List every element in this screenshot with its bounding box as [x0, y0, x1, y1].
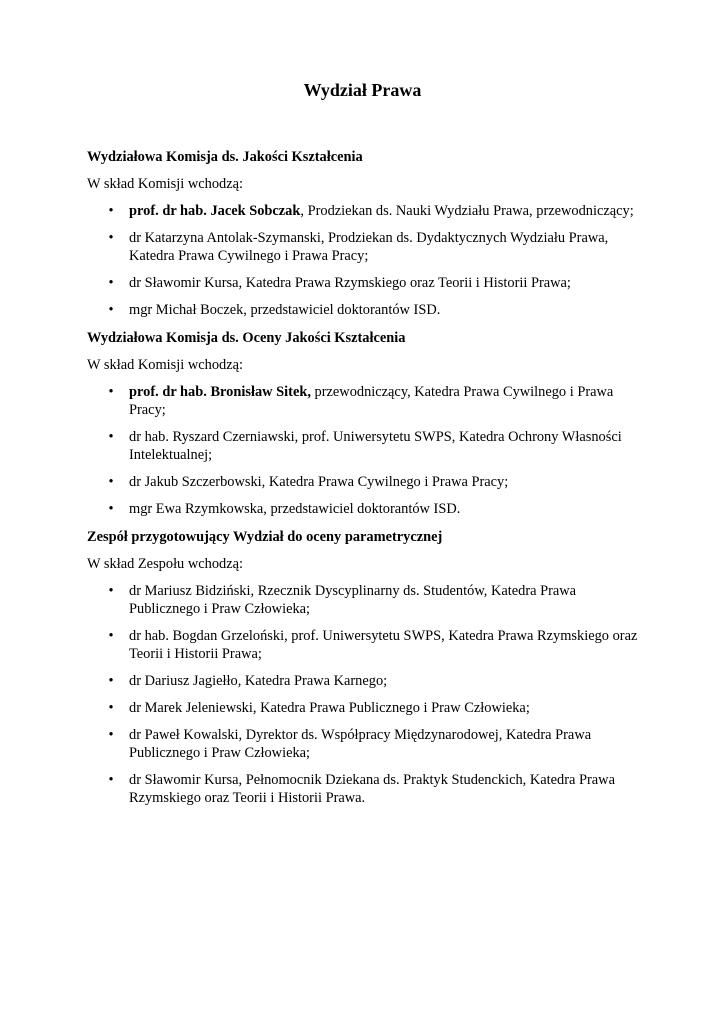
member-text: , Prodziekan ds. Nauki Wydziału Prawa, przewodniczący;	[300, 203, 634, 219]
member-text: dr Paweł Kowalski, Dyrektor ds. Współpracy Międzynarodowej, Katedra Prawa Publicznego i Praw Człowieka;	[129, 727, 592, 761]
page-title: Wydział Prawa	[303, 80, 422, 100]
member-list	[87, 582, 647, 807]
section-intro: W skład Zespołu wchodzą:	[87, 556, 243, 572]
member-text: dr Jakub Szczerbowski, Katedra Prawa Cywilnego i Prawa Pracy;	[129, 474, 509, 490]
member-name-bold: prof. dr hab. Jacek Sobczak	[129, 203, 301, 219]
list-item	[87, 627, 647, 663]
bullet-icon: •	[108, 501, 114, 517]
bullet-icon: •	[108, 700, 114, 716]
member-text: dr hab. Ryszard Czerniawski, prof. Uniwersytetu SWPS, Katedra Ochrony Własności Intelektualnej;	[129, 429, 622, 463]
section-heading: Zespół przygotowujący Wydział do oceny parametrycznej	[87, 529, 443, 545]
bullet-icon: •	[108, 628, 114, 644]
bullet-icon: •	[108, 474, 114, 490]
list-item	[87, 500, 647, 518]
list-item	[87, 202, 647, 220]
bullet-icon: •	[108, 302, 114, 318]
section-heading: Wydziałowa Komisja ds. Jakości Kształcenia	[87, 149, 363, 165]
list-item	[87, 726, 647, 762]
member-text: dr Dariusz Jagiełło, Katedra Prawa Karnego;	[129, 673, 388, 689]
list-item	[87, 473, 647, 491]
member-list	[87, 383, 647, 518]
section-intro: W skład Komisji wchodzą:	[87, 357, 244, 373]
member-text: mgr Ewa Rzymkowska, przedstawiciel doktorantów ISD.	[129, 501, 461, 517]
bullet-icon: •	[108, 772, 114, 788]
member-name-bold: prof. dr hab. Bronisław Sitek,	[129, 384, 311, 400]
list-item	[87, 229, 647, 265]
list-item	[87, 672, 647, 690]
bullet-icon: •	[108, 429, 114, 445]
list-item	[87, 383, 647, 419]
list-item	[87, 301, 647, 319]
section-intro: W skład Komisji wchodzą:	[87, 176, 244, 192]
bullet-icon: •	[108, 673, 114, 689]
list-item	[87, 428, 647, 464]
bullet-icon: •	[108, 203, 114, 219]
list-item	[87, 274, 647, 292]
member-text: dr Marek Jeleniewski, Katedra Prawa Publicznego i Praw Człowieka;	[129, 700, 530, 716]
bullet-icon: •	[108, 384, 114, 400]
section-quality-assessment-commission	[87, 327, 647, 518]
member-text: dr Sławomir Kursa, Pełnomocnik Dziekana ds. Praktyk Studenckich, Katedra Prawa Rzymskiego oraz Teorii i Historii Prawa.	[129, 772, 615, 806]
list-item	[87, 582, 647, 618]
member-text: dr Sławomir Kursa, Katedra Prawa Rzymskiego oraz Teorii i Historii Prawa;	[129, 275, 571, 291]
section-parametric-evaluation-team	[87, 526, 647, 807]
member-text: mgr Michał Boczek, przedstawiciel doktorantów ISD.	[129, 302, 441, 318]
bullet-icon: •	[108, 727, 114, 743]
member-text: przewodniczący, Katedra Prawa Cywilnego i Prawa Pracy;	[129, 384, 614, 418]
bullet-icon: •	[108, 230, 114, 246]
section-quality-commission	[87, 146, 647, 319]
list-item	[87, 771, 647, 807]
member-text: dr Katarzyna Antolak-Szymanski, Prodziekan ds. Dydaktycznych Wydziału Prawa, Katedra Prawa Cywilnego i Prawa Pracy;	[129, 230, 609, 264]
bullet-icon: •	[108, 275, 114, 291]
section-heading: Wydziałowa Komisja ds. Oceny Jakości Kształcenia	[87, 330, 406, 346]
list-item	[87, 699, 647, 717]
member-list	[87, 202, 647, 319]
member-text: dr Mariusz Bidziński, Rzecznik Dyscyplinarny ds. Studentów, Katedra Prawa Publicznego i Praw Człowieka;	[129, 583, 577, 617]
bullet-icon: •	[108, 583, 114, 599]
member-text: dr hab. Bogdan Grzeloński, prof. Uniwersytetu SWPS, Katedra Prawa Rzymskiego oraz Teorii i Historii Prawa;	[129, 628, 638, 662]
document-content	[87, 146, 647, 815]
